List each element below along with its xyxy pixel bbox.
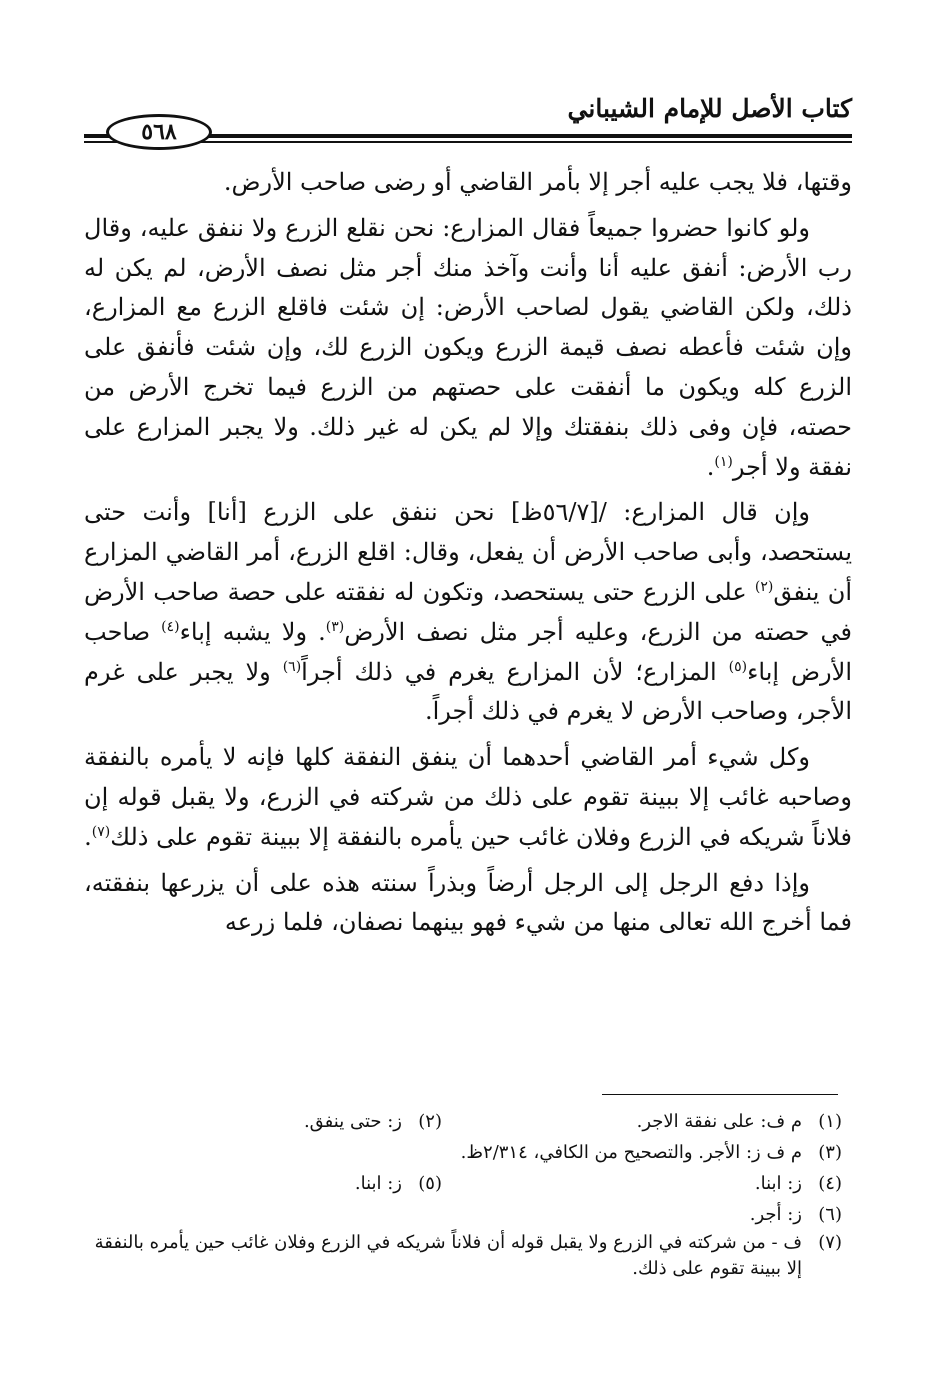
footnote-number: (٧) (818, 1232, 842, 1253)
footnote-text: م ف ز: الأجر. والتصحيح من الكافي، ٢/٣١٤ظ. (460, 1142, 802, 1163)
footnote-text: ز: أجر. (749, 1204, 802, 1225)
footnote-number: (٣) (818, 1142, 842, 1163)
paragraph: وإذا دفع الرجل إلى الرجل أرضاً وبذراً سنته هذه على أن يزرعها بنفقته، فما أخرج الله تعالى منها من شيء فهو بينهما نصفان، فلما زرعه (84, 868, 852, 937)
footnote-number: (١) (818, 1111, 842, 1132)
footnote-text: ز: حتى ينفق. (303, 1111, 402, 1132)
paragraph (84, 493, 852, 732)
footnote-row (88, 1168, 842, 1199)
footnote (637, 1106, 842, 1137)
footnote-ref: (٤) (161, 618, 180, 635)
text-run: وكل شيء أمر القاضي أحدهما أن ينفق النفقة كلها فإنه لا يأمره بالنفقة وصاحبه غائب إلا ببينة تقوم على ذلك من شركته في الزرع، ولا يقبل قوله إن فلاناً شريكه في الزرع وفلان غائب حين يأمره بالنفقة إلا ببينة تقوم على ذلك (84, 743, 852, 851)
footnote-row (88, 1106, 842, 1137)
text-run: ولو كانوا حضروا جميعاً فقال المزارع: نحن نقلع الزرع ولا ننفق عليه، وقال رب الأرض: أنفق عليه أنا وأنت وآخذ منك أجر مثل نصف الأرض، لم يكن له ذلك، ولكن القاضي يقول لصاحب الأرض: إن شئت فاقلع الزرع مع المزارع، وإن شئت فأعطه نصف قيمة الزرع ويكون الزرع لك، وإن شئت فأنفق على الزرع كله ويكون ما أنفقت على حصتهم من الزرع فيما تخرج الأرض من حصته، فإن وفى ذلك بنفقتك وإلا لم يكن له غير ذلك. ولا يجبر المزارع على نفقة ولا أجر (84, 213, 852, 481)
footnote-ref: (٦) (282, 658, 302, 675)
footnote-text: ف - من شركته في الزرع ولا يقبل قوله أن فلاناً شريكه في الزرع وفلان غائب حين يأمره بالنفقة إلا ببينة تقوم على ذلك. (94, 1232, 802, 1279)
text-run: صاحب الأرض إباء (84, 617, 852, 686)
footnotes (88, 1106, 842, 1282)
footnote-ref: (٢) (754, 578, 774, 595)
page-number: ٥٦٨ (106, 114, 212, 150)
footnote (88, 1230, 842, 1282)
paragraph: وقتها، فلا يجب عليه أجر إلا بأمر القاضي أو رضى صاحب الأرض. (223, 168, 852, 196)
text-run: . ولا يشبه إباء (179, 617, 326, 646)
footnote-number: (٢) (418, 1111, 442, 1132)
footnote-row (88, 1137, 842, 1168)
footnote-ref: (٣) (325, 618, 345, 635)
footnote-text: ز: ابنا. (354, 1173, 402, 1194)
footnote (461, 1137, 842, 1168)
footnote-number: (٦) (818, 1204, 842, 1225)
footnote-text: ز: ابنا. (754, 1173, 802, 1194)
footnote-row (88, 1199, 842, 1230)
footnote (355, 1168, 442, 1199)
footnote-ref: (١) (714, 453, 733, 470)
footnote (755, 1168, 842, 1199)
paragraph: وكل شيء أمر القاضي أحدهما أن ينفق النفقة كلها فإنه لا يأمره بالنفقة وصاحبه غائب إلا ببينة تقوم على ذلك من شركته في الزرع، ولا يقبل قوله إن فلاناً شريكه في الزرع وفلان غائب حين يأمره بالنفقة إلا ببينة تقوم على ذلك$^{(٧)}$. (84, 743, 852, 851)
text-run: ولا يجبر على غرم الأجر، وصاحب الأرض لا يغرم في ذلك أجراً. (84, 657, 852, 726)
main-text (84, 163, 852, 949)
footnote-number: (٥) (418, 1173, 442, 1194)
page-header (84, 90, 852, 150)
footnote-ref: (٧) (91, 823, 111, 840)
text-run: على الزرع حتى يستحصد، وتكون له نفقته على حصة صاحب الأرض في حصته من الزرع، وعليه أجر مثل نصف الأرض (84, 577, 852, 646)
footnote (750, 1199, 842, 1230)
paragraph: ولو كانوا حضروا جميعاً فقال المزارع: نحن نقلع الزرع ولا ننفق عليه، وقال رب الأرض: أنفق عليه أنا وأنت وآخذ منك أجر مثل نصف الأرض، لم يكن له ذلك، ولكن القاضي يقول لصاحب الأرض: إن شئت فاقلع الزرع مع المزارع، وإن شئت فأعطه نصف قيمة الزرع ويكون الزرع لك، وإن شئت فأنفق على الزرع كله ويكون ما أنفقت على حصتهم من الزرع فيما تخرج الأرض من حصته، فإن وفى ذلك بنفقتك وإلا لم يكن له غير ذلك. ولا يجبر المزارع على نفقة ولا أجر$^{(١)}$. (84, 213, 852, 481)
footnote-text: م ف: على نفقة الاجر. (636, 1111, 802, 1132)
footnote-ref: (٥) (728, 658, 748, 675)
book-title: كتاب الأصل للإمام الشيباني (567, 94, 852, 123)
footnote-number: (٤) (818, 1173, 842, 1194)
text-run: المزارع؛ لأن المزارع يغرم في ذلك أجراً (301, 657, 717, 686)
footnote (304, 1106, 442, 1137)
text-run: وإن قال المزارع: /[٥٦/٧ظ] نحن ننفق على الزرع [أنا] وأنت حتى يستحصد، وأبى صاحب الأرض أن يفعل، وقال: اقلع الزرع، أمر القاضي المزارع أن ينفق (84, 498, 852, 606)
footnote-separator (602, 1094, 838, 1095)
